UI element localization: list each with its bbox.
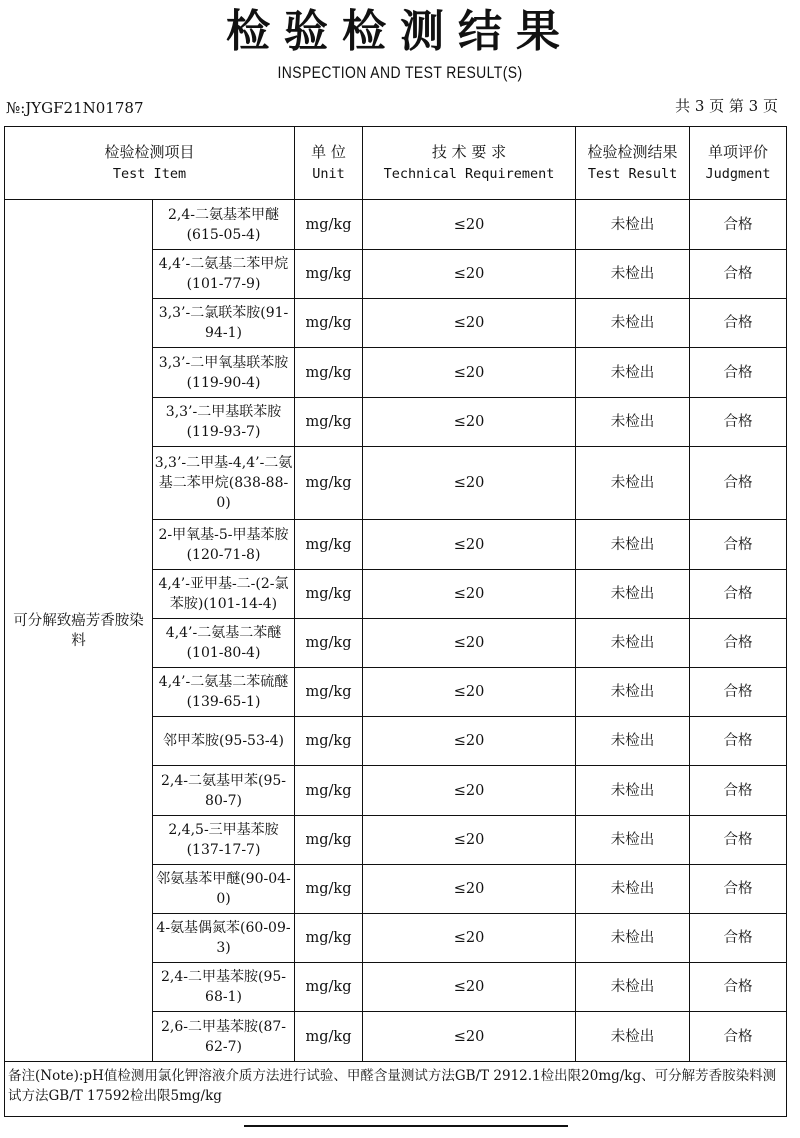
unit-cell: mg/kg: [295, 963, 363, 1012]
test-item-cell: 3,3’-二氯联苯胺(91-94-1): [153, 299, 295, 348]
requirement-cell: ≤20: [363, 348, 576, 398]
judgment-cell: 合格: [690, 348, 787, 398]
unit-cell: mg/kg: [295, 766, 363, 816]
result-cell: 未检出: [576, 348, 690, 398]
unit-cell: mg/kg: [295, 865, 363, 914]
table-header-row: [5, 127, 787, 200]
judgment-cell: 合格: [690, 619, 787, 668]
judgment-cell: 合格: [690, 717, 787, 766]
requirement-cell: ≤20: [363, 619, 576, 668]
test-item-cell: 2,6-二甲基苯胺(87-62-7): [153, 1012, 295, 1062]
judgment-cell: 合格: [690, 447, 787, 520]
test-item-cell: 4-氨基偶氮苯(60-09-3): [153, 914, 295, 963]
test-item-cell: 3,3’-二甲氧基联苯胺(119-90-4): [153, 348, 295, 398]
result-cell: 未检出: [576, 570, 690, 619]
unit-cell: mg/kg: [295, 816, 363, 865]
judgment-cell: 合格: [690, 668, 787, 717]
table-row: [5, 200, 787, 250]
test-item-cell: 3,3’-二甲基联苯胺(119-93-7): [153, 398, 295, 447]
test-item-cell: 4,4’-二氨基二苯硫醚(139-65-1): [153, 668, 295, 717]
requirement-cell: ≤20: [363, 570, 576, 619]
result-cell: 未检出: [576, 766, 690, 816]
judgment-cell: 合格: [690, 299, 787, 348]
test-item-cell: 2,4-二甲基苯胺(95-68-1): [153, 963, 295, 1012]
result-cell: 未检出: [576, 865, 690, 914]
judgment-cell: 合格: [690, 1012, 787, 1062]
requirement-cell: ≤20: [363, 447, 576, 520]
unit-cell: mg/kg: [295, 1012, 363, 1062]
unit-cell: mg/kg: [295, 398, 363, 447]
result-cell: 未检出: [576, 963, 690, 1012]
unit-cell: mg/kg: [295, 348, 363, 398]
header-unit-cn: 单 位: [311, 143, 346, 161]
footer-rule: [244, 1125, 568, 1127]
results-table: [4, 126, 787, 1117]
requirement-cell: ≤20: [363, 914, 576, 963]
header-result-en: Test Result: [587, 166, 678, 182]
unit-cell: mg/kg: [295, 914, 363, 963]
note-row: [5, 1062, 787, 1117]
requirement-cell: ≤20: [363, 766, 576, 816]
header-test-item-cn: 检验检测项目: [104, 143, 195, 161]
result-cell: 未检出: [576, 717, 690, 766]
test-item-cell: 2,4-二氨基苯甲醚(615-05-4): [153, 200, 295, 250]
header-judgment: [690, 127, 787, 200]
test-item-cell: 2,4-二氨基甲苯(95-80-7): [153, 766, 295, 816]
header-unit: [295, 127, 363, 200]
judgment-cell: 合格: [690, 963, 787, 1012]
requirement-cell: ≤20: [363, 717, 576, 766]
judgment-cell: 合格: [690, 250, 787, 299]
report-title-english: INSPECTION AND TEST RESULT(S): [277, 63, 523, 82]
requirement-cell: ≤20: [363, 520, 576, 570]
requirement-cell: ≤20: [363, 299, 576, 348]
requirement-cell: ≤20: [363, 963, 576, 1012]
requirement-cell: ≤20: [363, 398, 576, 447]
category-cell: 可分解致癌芳香胺染料: [5, 200, 153, 1062]
report-number: №:JYGF21N01787: [6, 99, 144, 117]
test-item-cell: 4,4’-亚甲基-二-(2-氯苯胺)(101-14-4): [153, 570, 295, 619]
judgment-cell: 合格: [690, 766, 787, 816]
judgment-cell: 合格: [690, 200, 787, 250]
test-item-cell: 3,3’-二甲基-4,4’-二氨基二苯甲烷(838-88-0): [153, 447, 295, 520]
result-cell: 未检出: [576, 398, 690, 447]
header-judgment-en: Judgment: [705, 166, 771, 182]
judgment-cell: 合格: [690, 914, 787, 963]
report-title: 检验检测结果: [226, 6, 574, 57]
unit-cell: mg/kg: [295, 200, 363, 250]
result-cell: 未检出: [576, 447, 690, 520]
unit-cell: mg/kg: [295, 570, 363, 619]
unit-cell: mg/kg: [295, 250, 363, 299]
header-test-item-en: Test Item: [112, 166, 187, 182]
page-indicator: 共 3 页 第 3 页: [675, 97, 778, 115]
judgment-cell: 合格: [690, 570, 787, 619]
judgment-cell: 合格: [690, 865, 787, 914]
result-cell: 未检出: [576, 520, 690, 570]
test-item-cell: 2,4,5-三甲基苯胺(137-17-7): [153, 816, 295, 865]
requirement-cell: ≤20: [363, 1012, 576, 1062]
requirement-cell: ≤20: [363, 865, 576, 914]
requirement-cell: ≤20: [363, 816, 576, 865]
header-result: [576, 127, 690, 200]
unit-cell: mg/kg: [295, 717, 363, 766]
unit-cell: mg/kg: [295, 447, 363, 520]
test-item-cell: 4,4’-二氨基二苯醚(101-80-4): [153, 619, 295, 668]
result-cell: 未检出: [576, 668, 690, 717]
requirement-cell: ≤20: [363, 200, 576, 250]
unit-cell: mg/kg: [295, 619, 363, 668]
result-cell: 未检出: [576, 914, 690, 963]
result-cell: 未检出: [576, 1012, 690, 1062]
result-cell: 未检出: [576, 200, 690, 250]
header-requirement-en: Technical Requirement: [383, 166, 555, 182]
requirement-cell: ≤20: [363, 668, 576, 717]
requirement-cell: ≤20: [363, 250, 576, 299]
test-item-cell: 邻氨基苯甲醚(90-04-0): [153, 865, 295, 914]
judgment-cell: 合格: [690, 398, 787, 447]
header-test-item: [5, 127, 295, 200]
note-text: 备注(Note):pH值检测用氯化钾溶液介质方法进行试验、甲醛含量测试方法GB/T 2912.1检出限20mg/kg、可分解芳香胺染料测试方法GB/T 17592检出限5mg/kg: [5, 1062, 787, 1117]
header-unit-en: Unit: [312, 166, 345, 182]
result-cell: 未检出: [576, 299, 690, 348]
unit-cell: mg/kg: [295, 520, 363, 570]
header-requirement-cn: 技 术 要 求: [431, 143, 507, 161]
test-item-cell: 4,4’-二氨基二苯甲烷(101-77-9): [153, 250, 295, 299]
unit-cell: mg/kg: [295, 668, 363, 717]
judgment-cell: 合格: [690, 816, 787, 865]
result-cell: 未检出: [576, 619, 690, 668]
result-cell: 未检出: [576, 816, 690, 865]
unit-cell: mg/kg: [295, 299, 363, 348]
result-cell: 未检出: [576, 250, 690, 299]
header-judgment-cn: 单项评价: [708, 143, 769, 161]
test-item-cell: 邻甲苯胺(95-53-4): [153, 717, 295, 766]
test-item-cell: 2-甲氧基-5-甲基苯胺(120-71-8): [153, 520, 295, 570]
header-result-cn: 检验检测结果: [587, 143, 678, 161]
judgment-cell: 合格: [690, 520, 787, 570]
header-requirement: [363, 127, 576, 200]
